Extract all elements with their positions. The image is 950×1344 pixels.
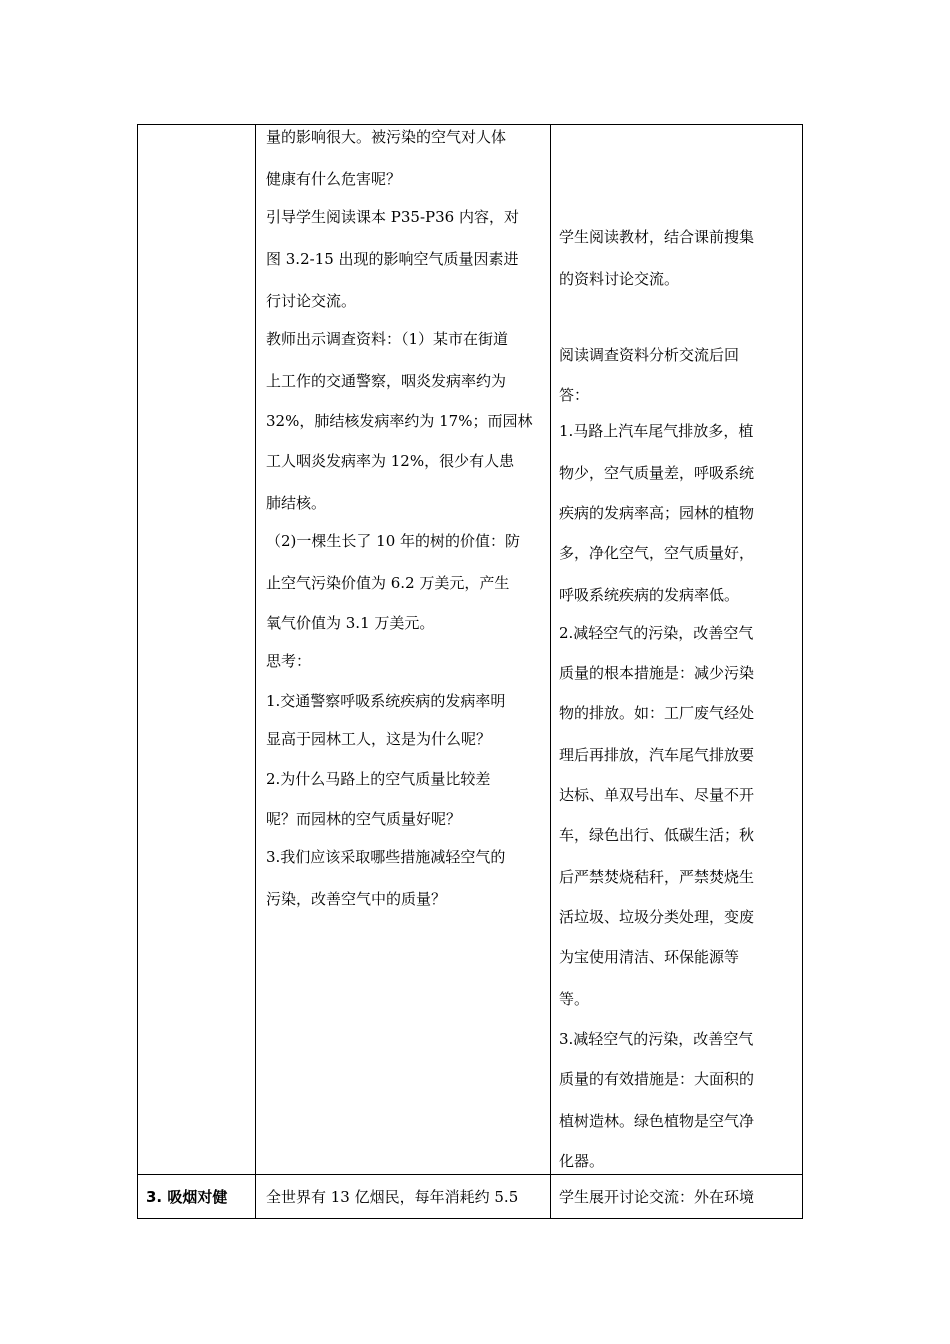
text-line: 物的排放。如：工厂废气经处 xyxy=(559,704,755,722)
text-line: 车，绿色出行、低碳生活；秋 xyxy=(559,826,755,844)
text-line: 污染，改善空气中的质量？ xyxy=(266,890,447,908)
text-line: 呼吸系统疾病的发病率低。 xyxy=(559,586,740,604)
text-line: 教师出示调查资料：（1）某市在街道 xyxy=(266,330,509,348)
text-line: 行讨论交流。 xyxy=(266,292,357,310)
text-line: 后严禁焚烧秸秆，严禁焚烧生 xyxy=(559,868,755,886)
text-line: 的资料讨论交流。 xyxy=(559,270,680,288)
text-line: 疾病的发病率高；园林的植物 xyxy=(559,504,755,522)
student-activity-cell xyxy=(551,125,803,1175)
table-row xyxy=(138,125,803,1175)
text-line: 量的影响很大。被污染的空气对人体 xyxy=(266,128,507,146)
text-line: 质量的有效措施是：大面积的 xyxy=(559,1070,755,1088)
section-cell xyxy=(138,1175,256,1219)
lesson-plan-table xyxy=(137,124,803,1219)
text-line: 思考： xyxy=(266,652,312,670)
text-line: （2)一棵生长了 10 年的树的价值：防 xyxy=(266,532,521,550)
text-line: 学生阅读教材，结合课前搜集 xyxy=(559,228,755,246)
text-line: 3.减轻空气的污染，改善空气 xyxy=(559,1030,754,1048)
table-row xyxy=(138,1175,803,1219)
teacher-activity-cell xyxy=(256,1175,551,1219)
text-line: 图 3.2-15 出现的影响空气质量因素进 xyxy=(266,250,519,268)
text-line: 答： xyxy=(559,386,590,404)
text-line: 1.马路上汽车尾气排放多，植 xyxy=(559,422,754,440)
section-cell xyxy=(138,125,256,1175)
text-line: 等。 xyxy=(559,990,590,1008)
text-line: 为宝使用清洁、环保能源等 xyxy=(559,948,740,966)
text-line: 上工作的交通警察，咽炎发病率约为 xyxy=(266,372,507,390)
text-line: 达标、单双号出车、尽量不开 xyxy=(559,786,755,804)
text-line: 活垃圾、垃圾分类处理，变废 xyxy=(559,908,755,926)
text-line: 2.为什么马路上的空气质量比较差 xyxy=(266,770,491,788)
text-line: 呢？而园林的空气质量好呢？ xyxy=(266,810,462,828)
text-line: 1.交通警察呼吸系统疾病的发病率明 xyxy=(266,692,506,710)
text-line: 32%，肺结核发病率约为 17%；而园林 xyxy=(266,412,533,430)
text-line: 理后再排放，汽车尾气排放要 xyxy=(559,746,755,764)
text-line: 止空气污染价值为 6.2 万美元，产生 xyxy=(266,574,510,592)
section-label: 3. 吸烟对健 xyxy=(146,1188,228,1206)
text-line: 2.减轻空气的污染，改善空气 xyxy=(559,624,754,642)
text-line: 质量的根本措施是：减少污染 xyxy=(559,664,755,682)
text-line: 全世界有 13 亿烟民，每年消耗约 5.5 xyxy=(266,1188,519,1206)
text-line: 植树造林。绿色植物是空气净 xyxy=(559,1112,755,1130)
student-activity-cell xyxy=(551,1175,803,1219)
text-line: 肺结核。 xyxy=(266,494,327,512)
text-line: 物少，空气质量差，呼吸系统 xyxy=(559,464,755,482)
text-line: 多，净化空气，空气质量好， xyxy=(559,544,755,562)
text-line: 工人咽炎发病率为 12%，很少有人患 xyxy=(266,452,515,470)
text-line: 引导学生阅读课本 P35-P36 内容，对 xyxy=(266,208,519,226)
text-line: 显高于园林工人，这是为什么呢？ xyxy=(266,730,492,748)
text-line: 阅读调查资料分析交流后回 xyxy=(559,346,740,364)
text-line: 化器。 xyxy=(559,1152,605,1170)
text-line: 氧气价值为 3.1 万美元。 xyxy=(266,614,435,632)
text-line: 学生展开讨论交流：外在环境 xyxy=(559,1188,755,1206)
text-line: 3.我们应该采取哪些措施减轻空气的 xyxy=(266,848,506,866)
text-line: 健康有什么危害呢？ xyxy=(266,170,402,188)
teacher-activity-cell xyxy=(256,125,551,1175)
